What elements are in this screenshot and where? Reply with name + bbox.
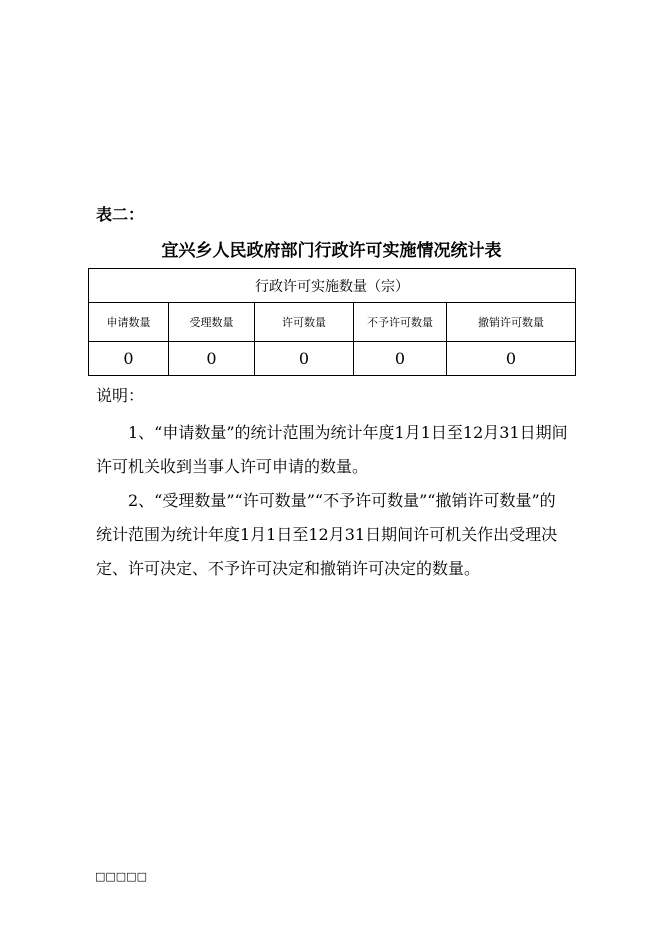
value-not-permitted: 0 <box>354 342 447 376</box>
table-header-row <box>89 269 576 303</box>
table-label: 表二： <box>96 205 145 224</box>
column-header-permitted: 许可数量 <box>255 303 354 342</box>
notes-heading: 说明： <box>96 386 145 405</box>
note-paragraph-2: 2、“受理数量”“许可数量”“不予许可数量”“撤销许可数量”的统计范围为统计年度1月1日至12月31日期间许可机关作出受理决定、许可决定、不予许可决定和撤销许可决定的数量。 <box>96 491 558 578</box>
page-title: 宜兴乡人民政府部门行政许可实施情况统计表 <box>161 241 502 261</box>
value-permitted: 0 <box>255 342 354 376</box>
note-paragraph-1: 1、“申请数量”的统计范围为统计年度1月1日至12月31日期间许可机关收到当事人许可申请的数量。 <box>96 423 568 476</box>
column-header-applications: 申请数量 <box>89 303 169 342</box>
value-applications: 0 <box>89 342 169 376</box>
value-revoked: 0 <box>447 342 576 376</box>
statistics-table <box>88 268 576 376</box>
table-header-cell: 行政许可实施数量（宗） <box>89 269 576 303</box>
values-row <box>89 342 576 376</box>
value-accepted: 0 <box>169 342 255 376</box>
column-header-accepted: 受理数量 <box>169 303 255 342</box>
column-headers-row <box>89 303 576 342</box>
column-header-not-permitted: 不予许可数量 <box>354 303 447 342</box>
footer-placeholder-text: □□□□□ <box>95 870 147 883</box>
column-header-revoked: 撤销许可数量 <box>447 303 576 342</box>
